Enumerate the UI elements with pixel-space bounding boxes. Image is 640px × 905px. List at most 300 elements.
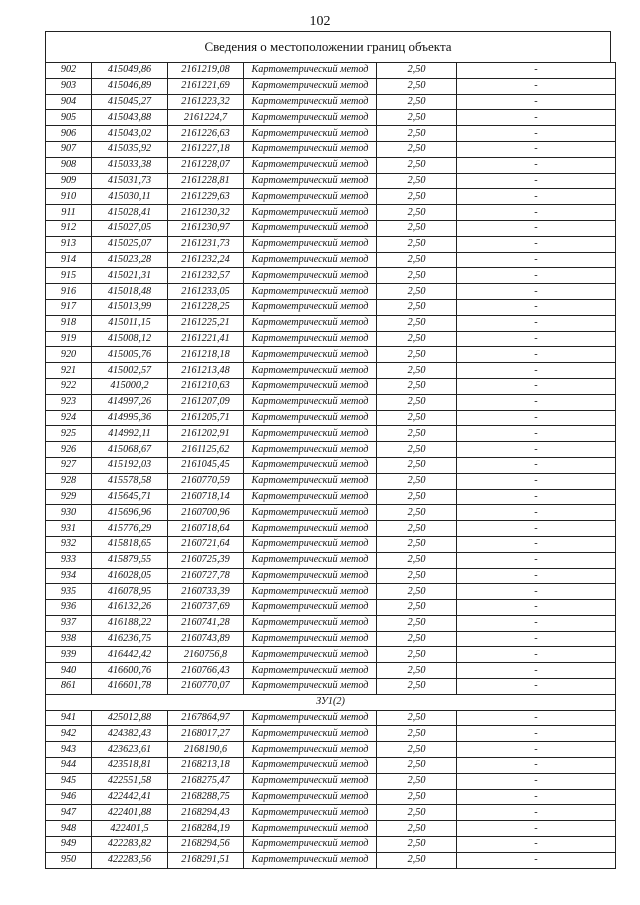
accuracy-cell: 2,50 [377, 94, 457, 110]
accuracy-cell: 2,50 [377, 205, 457, 221]
x-coordinate-cell: 415027,05 [92, 220, 168, 236]
accuracy-cell: 2,50 [377, 600, 457, 616]
method-cell: Картометрический метод [244, 505, 377, 521]
table-row [46, 410, 616, 426]
x-coordinate-cell: 415008,12 [92, 331, 168, 347]
y-coordinate-cell: 2161125,62 [168, 442, 244, 458]
description-cell: - [457, 94, 616, 110]
table-row [46, 473, 616, 489]
accuracy-cell: 2,50 [377, 220, 457, 236]
description-cell: - [457, 457, 616, 473]
accuracy-cell: 2,50 [377, 473, 457, 489]
x-coordinate-cell: 415046,89 [92, 78, 168, 94]
point-number-cell: 923 [46, 394, 92, 410]
table-row [46, 584, 616, 600]
description-cell: - [457, 410, 616, 426]
y-coordinate-cell: 2161231,73 [168, 236, 244, 252]
y-coordinate-cell: 2160741,28 [168, 615, 244, 631]
table-row [46, 299, 616, 315]
description-cell: - [457, 805, 616, 821]
table-row [46, 758, 616, 774]
x-coordinate-cell: 415043,88 [92, 110, 168, 126]
description-cell: - [457, 205, 616, 221]
y-coordinate-cell: 2168288,75 [168, 789, 244, 805]
description-cell: - [457, 742, 616, 758]
table-row [46, 568, 616, 584]
method-cell: Картометрический метод [244, 299, 377, 315]
x-coordinate-cell: 416188,22 [92, 615, 168, 631]
table-row [46, 505, 616, 521]
x-coordinate-cell: 415000,2 [92, 378, 168, 394]
description-cell: - [457, 299, 616, 315]
method-cell: Картометрический метод [244, 521, 377, 537]
point-number-cell: 922 [46, 378, 92, 394]
y-coordinate-cell: 2160727,78 [168, 568, 244, 584]
accuracy-cell: 2,50 [377, 758, 457, 774]
point-number-cell: 932 [46, 536, 92, 552]
y-coordinate-cell: 2168017,27 [168, 726, 244, 742]
method-cell: Картометрический метод [244, 157, 377, 173]
x-coordinate-cell: 415578,58 [92, 473, 168, 489]
y-coordinate-cell: 2161226,63 [168, 126, 244, 142]
accuracy-cell: 2,50 [377, 663, 457, 679]
accuracy-cell: 2,50 [377, 536, 457, 552]
table-row [46, 315, 616, 331]
point-number-cell: 903 [46, 78, 92, 94]
table-row [46, 457, 616, 473]
table-row [46, 821, 616, 837]
method-cell: Картометрический метод [244, 426, 377, 442]
method-cell: Картометрический метод [244, 378, 377, 394]
table-row [46, 268, 616, 284]
accuracy-cell: 2,50 [377, 347, 457, 363]
table-row [46, 615, 616, 631]
point-number-cell: 941 [46, 710, 92, 726]
point-number-cell: 934 [46, 568, 92, 584]
accuracy-cell: 2,50 [377, 726, 457, 742]
accuracy-cell: 2,50 [377, 173, 457, 189]
description-cell: - [457, 837, 616, 853]
table-row [46, 157, 616, 173]
x-coordinate-cell: 416442,42 [92, 647, 168, 663]
table-row [46, 663, 616, 679]
x-coordinate-cell: 425012,88 [92, 710, 168, 726]
x-coordinate-cell: 415030,11 [92, 189, 168, 205]
y-coordinate-cell: 2160700,96 [168, 505, 244, 521]
x-coordinate-cell: 416028,05 [92, 568, 168, 584]
x-coordinate-cell: 424382,43 [92, 726, 168, 742]
accuracy-cell: 2,50 [377, 78, 457, 94]
x-coordinate-cell: 423518,81 [92, 758, 168, 774]
accuracy-cell: 2,50 [377, 852, 457, 868]
table-row [46, 726, 616, 742]
method-cell: Картометрический метод [244, 821, 377, 837]
table-row [46, 710, 616, 726]
point-number-cell: 948 [46, 821, 92, 837]
accuracy-cell: 2,50 [377, 126, 457, 142]
section-label: ЗУ1(2) [46, 694, 616, 710]
point-number-cell: 937 [46, 615, 92, 631]
x-coordinate-cell: 415025,07 [92, 236, 168, 252]
point-number-cell: 911 [46, 205, 92, 221]
method-cell: Картометрический метод [244, 489, 377, 505]
method-cell: Картометрический метод [244, 679, 377, 695]
page-number: 102 [309, 14, 331, 29]
description-cell: - [457, 331, 616, 347]
point-number-cell: 929 [46, 489, 92, 505]
point-number-cell: 935 [46, 584, 92, 600]
point-number-cell: 904 [46, 94, 92, 110]
point-number-cell: 945 [46, 773, 92, 789]
y-coordinate-cell: 2161228,25 [168, 299, 244, 315]
description-cell: - [457, 394, 616, 410]
accuracy-cell: 2,50 [377, 805, 457, 821]
table-row [46, 789, 616, 805]
y-coordinate-cell: 2160737,69 [168, 600, 244, 616]
method-cell: Картометрический метод [244, 315, 377, 331]
point-number-cell: 910 [46, 189, 92, 205]
y-coordinate-cell: 2161218,18 [168, 347, 244, 363]
point-number-cell: 933 [46, 552, 92, 568]
method-cell: Картометрический метод [244, 347, 377, 363]
method-cell: Картометрический метод [244, 837, 377, 853]
table-row [46, 742, 616, 758]
point-number-cell: 906 [46, 126, 92, 142]
table-row [46, 426, 616, 442]
x-coordinate-cell: 422442,41 [92, 789, 168, 805]
accuracy-cell: 2,50 [377, 394, 457, 410]
point-number-cell: 924 [46, 410, 92, 426]
method-cell: Картометрический метод [244, 284, 377, 300]
x-coordinate-cell: 416132,26 [92, 600, 168, 616]
y-coordinate-cell: 2168275,47 [168, 773, 244, 789]
description-cell: - [457, 852, 616, 868]
description-cell: - [457, 363, 616, 379]
y-coordinate-cell: 2161221,69 [168, 78, 244, 94]
point-number-cell: 915 [46, 268, 92, 284]
accuracy-cell: 2,50 [377, 363, 457, 379]
accuracy-cell: 2,50 [377, 189, 457, 205]
description-cell: - [457, 347, 616, 363]
table-row [46, 347, 616, 363]
x-coordinate-cell: 415018,48 [92, 284, 168, 300]
point-number-cell: 913 [46, 236, 92, 252]
y-coordinate-cell: 2168294,43 [168, 805, 244, 821]
method-cell: Картометрический метод [244, 205, 377, 221]
description-cell: - [457, 63, 616, 79]
x-coordinate-cell: 415002,57 [92, 363, 168, 379]
accuracy-cell: 2,50 [377, 552, 457, 568]
y-coordinate-cell: 2168284,19 [168, 821, 244, 837]
table-row [46, 489, 616, 505]
point-number-cell: 902 [46, 63, 92, 79]
y-coordinate-cell: 2161202,91 [168, 426, 244, 442]
y-coordinate-cell: 2160743,89 [168, 631, 244, 647]
section-row-group [46, 694, 616, 710]
accuracy-cell: 2,50 [377, 457, 457, 473]
y-coordinate-cell: 2160733,39 [168, 584, 244, 600]
x-coordinate-cell: 415192,03 [92, 457, 168, 473]
table-body-part1 [46, 63, 616, 695]
description-cell: - [457, 78, 616, 94]
y-coordinate-cell: 2161225,21 [168, 315, 244, 331]
method-cell: Картометрический метод [244, 568, 377, 584]
x-coordinate-cell: 422551,58 [92, 773, 168, 789]
method-cell: Картометрический метод [244, 189, 377, 205]
accuracy-cell: 2,50 [377, 773, 457, 789]
accuracy-cell: 2,50 [377, 284, 457, 300]
table-row [46, 394, 616, 410]
accuracy-cell: 2,50 [377, 410, 457, 426]
description-cell: - [457, 663, 616, 679]
accuracy-cell: 2,50 [377, 521, 457, 537]
point-number-cell: 918 [46, 315, 92, 331]
method-cell: Картометрический метод [244, 410, 377, 426]
description-cell: - [457, 789, 616, 805]
y-coordinate-cell: 2161233,05 [168, 284, 244, 300]
y-coordinate-cell: 2161207,09 [168, 394, 244, 410]
point-number-cell: 949 [46, 837, 92, 853]
description-cell: - [457, 473, 616, 489]
accuracy-cell: 2,50 [377, 505, 457, 521]
table-row [46, 331, 616, 347]
accuracy-cell: 2,50 [377, 426, 457, 442]
description-cell: - [457, 821, 616, 837]
point-number-cell: 921 [46, 363, 92, 379]
section-row [46, 694, 616, 710]
point-number-cell: 936 [46, 600, 92, 616]
accuracy-cell: 2,50 [377, 568, 457, 584]
y-coordinate-cell: 2161205,71 [168, 410, 244, 426]
description-cell: - [457, 773, 616, 789]
x-coordinate-cell: 414995,36 [92, 410, 168, 426]
method-cell: Картометрический метод [244, 457, 377, 473]
y-coordinate-cell: 2161230,32 [168, 205, 244, 221]
description-cell: - [457, 710, 616, 726]
method-cell: Картометрический метод [244, 442, 377, 458]
table-row [46, 252, 616, 268]
y-coordinate-cell: 2161224,7 [168, 110, 244, 126]
x-coordinate-cell: 414992,11 [92, 426, 168, 442]
y-coordinate-cell: 2161223,32 [168, 94, 244, 110]
x-coordinate-cell: 422401,88 [92, 805, 168, 821]
point-number-cell: 920 [46, 347, 92, 363]
point-number-cell: 930 [46, 505, 92, 521]
accuracy-cell: 2,50 [377, 157, 457, 173]
y-coordinate-cell: 2161227,18 [168, 141, 244, 157]
method-cell: Картометрический метод [244, 252, 377, 268]
y-coordinate-cell: 2160718,14 [168, 489, 244, 505]
description-cell: - [457, 252, 616, 268]
description-cell: - [457, 536, 616, 552]
x-coordinate-cell: 415068,67 [92, 442, 168, 458]
method-cell: Картометрический метод [244, 552, 377, 568]
description-cell: - [457, 426, 616, 442]
description-cell: - [457, 189, 616, 205]
point-number-cell: 907 [46, 141, 92, 157]
method-cell: Картометрический метод [244, 805, 377, 821]
point-number-cell: 938 [46, 631, 92, 647]
y-coordinate-cell: 2161228,07 [168, 157, 244, 173]
method-cell: Картометрический метод [244, 600, 377, 616]
accuracy-cell: 2,50 [377, 710, 457, 726]
table-row [46, 236, 616, 252]
description-cell: - [457, 173, 616, 189]
x-coordinate-cell: 416236,75 [92, 631, 168, 647]
x-coordinate-cell: 415033,38 [92, 157, 168, 173]
description-cell: - [457, 141, 616, 157]
accuracy-cell: 2,50 [377, 821, 457, 837]
table-row [46, 189, 616, 205]
y-coordinate-cell: 2161210,63 [168, 378, 244, 394]
description-cell: - [457, 552, 616, 568]
accuracy-cell: 2,50 [377, 378, 457, 394]
x-coordinate-cell: 416078,95 [92, 584, 168, 600]
point-number-cell: 927 [46, 457, 92, 473]
method-cell: Картометрический метод [244, 647, 377, 663]
x-coordinate-cell: 415818,65 [92, 536, 168, 552]
y-coordinate-cell: 2168213,18 [168, 758, 244, 774]
table-row [46, 110, 616, 126]
description-cell: - [457, 157, 616, 173]
method-cell: Картометрический метод [244, 63, 377, 79]
accuracy-cell: 2,50 [377, 489, 457, 505]
accuracy-cell: 2,50 [377, 268, 457, 284]
table-row [46, 773, 616, 789]
x-coordinate-cell: 415011,15 [92, 315, 168, 331]
method-cell: Картометрический метод [244, 268, 377, 284]
method-cell: Картометрический метод [244, 331, 377, 347]
description-cell: - [457, 568, 616, 584]
description-cell: - [457, 505, 616, 521]
accuracy-cell: 2,50 [377, 837, 457, 853]
table-row [46, 141, 616, 157]
method-cell: Картометрический метод [244, 852, 377, 868]
accuracy-cell: 2,50 [377, 442, 457, 458]
y-coordinate-cell: 2160725,39 [168, 552, 244, 568]
table-row [46, 805, 616, 821]
accuracy-cell: 2,50 [377, 631, 457, 647]
y-coordinate-cell: 2161229,63 [168, 189, 244, 205]
table-row [46, 94, 616, 110]
point-number-cell: 919 [46, 331, 92, 347]
method-cell: Картометрический метод [244, 742, 377, 758]
point-number-cell: 861 [46, 679, 92, 695]
x-coordinate-cell: 415049,86 [92, 63, 168, 79]
description-cell: - [457, 758, 616, 774]
method-cell: Картометрический метод [244, 394, 377, 410]
point-number-cell: 931 [46, 521, 92, 537]
table-title: Сведения о местоположении границ объекта [45, 31, 611, 62]
table-row [46, 600, 616, 616]
method-cell: Картометрический метод [244, 110, 377, 126]
table-row [46, 78, 616, 94]
table-row [46, 378, 616, 394]
point-number-cell: 946 [46, 789, 92, 805]
point-number-cell: 914 [46, 252, 92, 268]
method-cell: Картометрический метод [244, 220, 377, 236]
table-row [46, 647, 616, 663]
table-row [46, 837, 616, 853]
y-coordinate-cell: 2161213,48 [168, 363, 244, 379]
description-cell: - [457, 110, 616, 126]
y-coordinate-cell: 2160718,64 [168, 521, 244, 537]
x-coordinate-cell: 415005,76 [92, 347, 168, 363]
coordinates-table [45, 62, 616, 869]
method-cell: Картометрический метод [244, 473, 377, 489]
description-cell: - [457, 600, 616, 616]
description-cell: - [457, 268, 616, 284]
point-number-cell: 940 [46, 663, 92, 679]
accuracy-cell: 2,50 [377, 63, 457, 79]
method-cell: Картометрический метод [244, 141, 377, 157]
table-row [46, 521, 616, 537]
point-number-cell: 942 [46, 726, 92, 742]
method-cell: Картометрический метод [244, 789, 377, 805]
y-coordinate-cell: 2161232,57 [168, 268, 244, 284]
y-coordinate-cell: 2168294,56 [168, 837, 244, 853]
accuracy-cell: 2,50 [377, 742, 457, 758]
x-coordinate-cell: 415031,73 [92, 173, 168, 189]
description-cell: - [457, 220, 616, 236]
x-coordinate-cell: 422283,82 [92, 837, 168, 853]
method-cell: Картометрический метод [244, 710, 377, 726]
y-coordinate-cell: 2161221,41 [168, 331, 244, 347]
y-coordinate-cell: 2161232,24 [168, 252, 244, 268]
accuracy-cell: 2,50 [377, 110, 457, 126]
accuracy-cell: 2,50 [377, 141, 457, 157]
x-coordinate-cell: 414997,26 [92, 394, 168, 410]
table-row [46, 442, 616, 458]
method-cell: Картометрический метод [244, 584, 377, 600]
method-cell: Картометрический метод [244, 773, 377, 789]
y-coordinate-cell: 2168291,51 [168, 852, 244, 868]
y-coordinate-cell: 2161219,08 [168, 63, 244, 79]
method-cell: Картометрический метод [244, 236, 377, 252]
method-cell: Картометрический метод [244, 173, 377, 189]
point-number-cell: 916 [46, 284, 92, 300]
method-cell: Картометрический метод [244, 615, 377, 631]
description-cell: - [457, 126, 616, 142]
y-coordinate-cell: 2160721,64 [168, 536, 244, 552]
point-number-cell: 908 [46, 157, 92, 173]
accuracy-cell: 2,50 [377, 236, 457, 252]
point-number-cell: 939 [46, 647, 92, 663]
y-coordinate-cell: 2160756,8 [168, 647, 244, 663]
y-coordinate-cell: 2160766,43 [168, 663, 244, 679]
point-number-cell: 947 [46, 805, 92, 821]
x-coordinate-cell: 423623,61 [92, 742, 168, 758]
y-coordinate-cell: 2161228,81 [168, 173, 244, 189]
table-row [46, 126, 616, 142]
point-number-cell: 905 [46, 110, 92, 126]
description-cell: - [457, 442, 616, 458]
method-cell: Картометрический метод [244, 363, 377, 379]
method-cell: Картометрический метод [244, 726, 377, 742]
point-number-cell: 909 [46, 173, 92, 189]
method-cell: Картометрический метод [244, 94, 377, 110]
description-cell: - [457, 521, 616, 537]
method-cell: Картометрический метод [244, 758, 377, 774]
table-row [46, 63, 616, 79]
x-coordinate-cell: 415021,31 [92, 268, 168, 284]
accuracy-cell: 2,50 [377, 615, 457, 631]
method-cell: Картометрический метод [244, 78, 377, 94]
accuracy-cell: 2,50 [377, 647, 457, 663]
point-number-cell: 912 [46, 220, 92, 236]
table-body-part2 [46, 710, 616, 868]
description-cell: - [457, 726, 616, 742]
